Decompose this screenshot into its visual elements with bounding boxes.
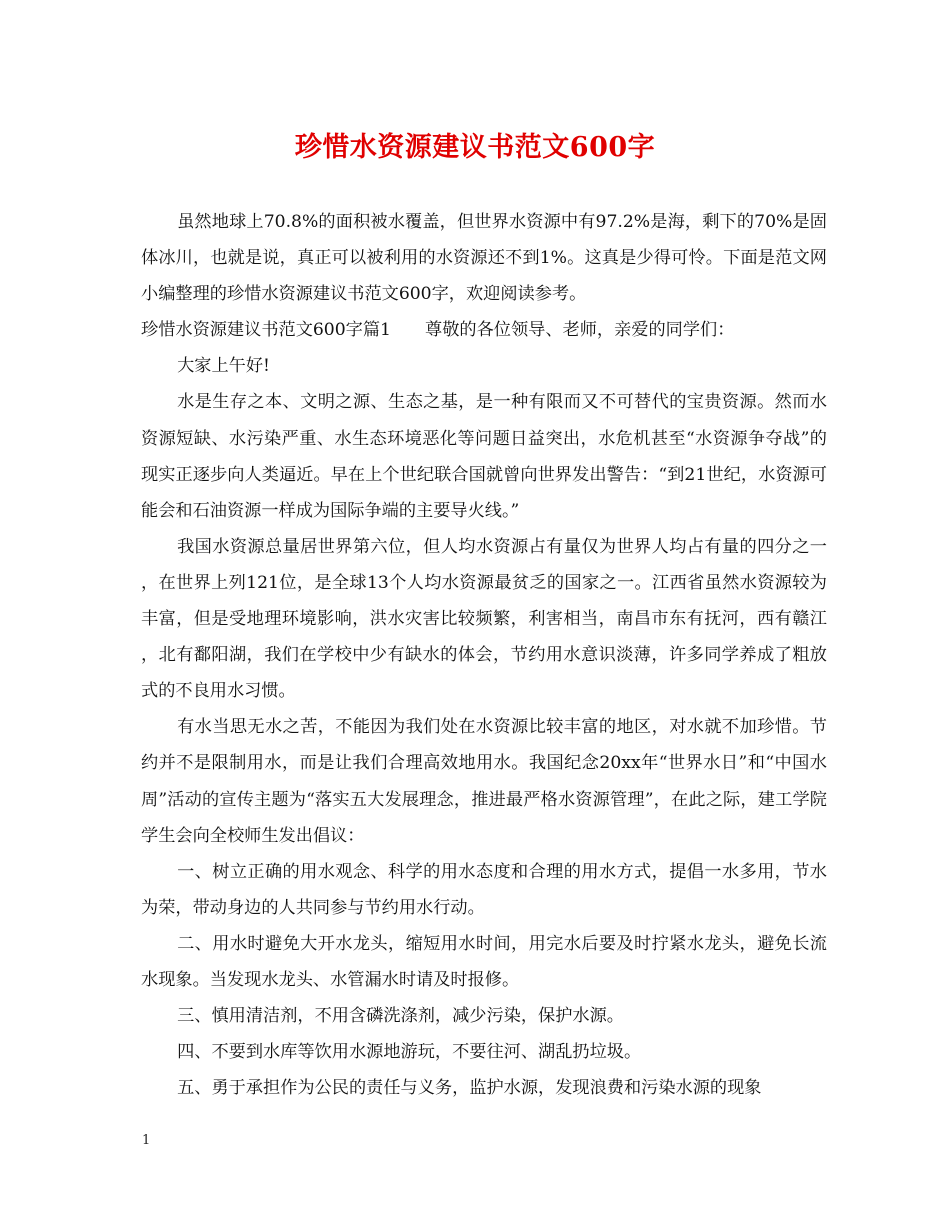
page-number: 1 [142,1133,151,1148]
section-heading-line [141,312,827,348]
proposal-item: 四、不要到水库等饮用水源地游玩，不要往河、湖乱扔垃圾。 [177,1042,642,1063]
body-paragraph: 水是生存之本、文明之源、生态之基，是一种有限而又不可替代的宝贵资源。然而水资源短缺、水污染严重、水生态环境恶化等问题日益突出，水危机甚至“水资源争夺战”的现实正逐步向人类逼近。早在上个世纪联合国就曾向世界发出警告：“到21世纪，水资源可能会和石油资源一样成为国际争端的主要导火线。” [141,392,827,521]
document-title: 珍惜水资源建议书范文600字 [294,132,656,163]
section-heading: 珍惜水资源建议书范文600字篇1 [141,320,391,341]
body-paragraph: 有水当思无水之苦，不能因为我们处在水资源比较丰富的地区，对水就不加珍惜。节约并不是限制用水，而是让我们合理高效地用水。我国纪念20xx年“世界水日”和“中国水周”活动的宣传主题为“落实五大发展理念，推进最严格水资源管理”，在此之际，建工学院学生会向全校师生发出倡议： [141,717,827,846]
body-paragraph: 我国水资源总量居世界第六位，但人均水资源占有量仅为世界人均占有量的四分之一，在世界上列121位，是全球13个人均水资源最贫乏的国家之一。江西省虽然水资源较为丰富，但是受地理环境影响，洪水灾害比较频繁，利害相当，南昌市东有抚河，西有赣江，北有鄱阳湖，我们在学校中少有缺水的体会，节约用水意识淡薄，许多同学养成了粗放式的不良用水习惯。 [141,536,827,702]
greeting: 大家上午好! [177,356,270,377]
proposal-item: 五、勇于承担作为公民的责任与义务，监护水源，发现浪费和污染水源的现象 [177,1078,762,1099]
proposal-item: 三、慎用清洁剂，不用含磷洗涤剂，减少污染，保护水源。 [177,1006,624,1027]
salutation: 尊敬的各位领导、老师，亲爱的同学们： [425,320,735,341]
intro-paragraph: 虽然地球上70.8%的面积被水覆盖，但世界水资源中有97.2%是海，剩下的70%是固体冰川，也就是说，真正可以被利用的水资源还不到1%。这真是少得可怜。下面是范文网小编整理的珍惜水资源建议书范文600字，欢迎阅读参考。 [141,212,827,305]
proposal-item: 一、树立正确的用水观念、科学的用水态度和合理的用水方式，提倡一水多用，节水为荣，带动身边的人共同参与节约用水行动。 [141,861,827,918]
document-body [141,204,827,1106]
proposal-item: 二、用水时避免大开水龙头，缩短用水时间，用完水后要及时拧紧水龙头，避免长流水现象。当发现水龙头、水管漏水时请及时报修。 [141,933,827,990]
